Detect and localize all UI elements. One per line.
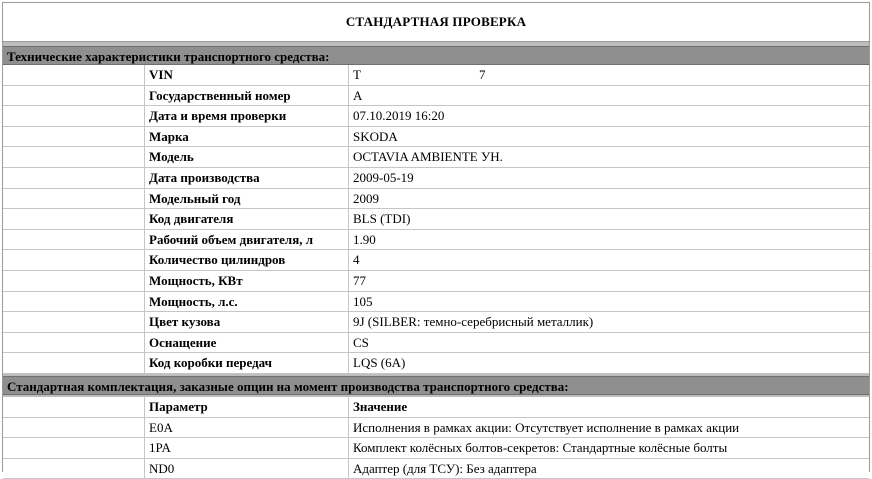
table-header-row	[3, 397, 869, 418]
row-label: VIN	[145, 65, 349, 85]
row-label: Количество цилиндров	[145, 250, 349, 270]
table-row	[3, 353, 869, 374]
row-value: 2009-05-19	[353, 169, 414, 185]
column-header-param: Параметр	[145, 397, 349, 417]
table-row	[3, 459, 869, 479]
table-row	[3, 189, 869, 210]
row-value: SKODA	[353, 128, 398, 144]
vehicle-specs-table	[3, 65, 869, 374]
row-label: Дата производства	[145, 168, 349, 188]
row-label: Модель	[145, 147, 349, 167]
row-value: А	[353, 87, 363, 103]
row-label: Марка	[145, 127, 349, 147]
table-row	[3, 312, 869, 333]
row-value: 105	[353, 293, 373, 309]
row-label: Модельный год	[145, 189, 349, 209]
row-label: E0A	[145, 418, 349, 438]
row-label: Код коробки передач	[145, 353, 349, 373]
row-value: 77	[353, 272, 366, 288]
table-row	[3, 271, 869, 292]
table-row	[3, 418, 869, 439]
row-value: LQS (6A)	[353, 355, 406, 371]
table-row	[3, 147, 869, 168]
row-label: Оснащение	[145, 333, 349, 353]
row-label: Рабочий объем двигателя, л	[145, 230, 349, 250]
row-value: 07.10.2019 16:20	[353, 108, 445, 124]
row-label: Цвет кузова	[145, 312, 349, 332]
row-label: Мощность, КВт	[145, 271, 349, 291]
row-value: BLS (TDI)	[353, 211, 411, 227]
table-row	[3, 168, 869, 189]
report-title: СТАНДАРТНАЯ ПРОВЕРКА	[3, 3, 869, 42]
row-value: OCTAVIA AMBIENTE УН.	[353, 149, 503, 165]
table-row	[3, 209, 869, 230]
vin-value-end: 7	[479, 67, 486, 82]
row-label: Мощность, л.с.	[145, 292, 349, 312]
column-header-value: Значение	[353, 398, 408, 414]
table-row	[3, 250, 869, 271]
table-row	[3, 86, 869, 107]
report-page	[2, 2, 870, 476]
row-value: 4	[353, 252, 360, 268]
row-value: Комплект колёсных болтов-секретов: Стандартные колёсные болты	[353, 440, 728, 456]
row-value: 1.90	[353, 231, 376, 247]
table-row	[3, 127, 869, 148]
row-label: ND0	[145, 459, 349, 479]
row-value: Исполнения в рамках акции: Отсутствует исполнение в рамках акции	[353, 419, 740, 435]
row-value: Адаптер (для ТСУ): Без адаптера	[353, 460, 537, 476]
row-label: Дата и время проверки	[145, 106, 349, 126]
table-row	[3, 292, 869, 313]
table-row	[3, 106, 869, 127]
table-row	[3, 230, 869, 251]
equipment-section-heading: Стандартная комплектация, заказные опции на момент производства транспортного средства:	[3, 376, 869, 395]
row-label: Государственный номер	[145, 86, 349, 106]
vehicle-section-heading: Технические характеристики транспортного средства:	[3, 46, 869, 65]
row-value: 9J (SILBER: темно-серебрисный металлик)	[353, 314, 594, 330]
vin-value-start: T	[353, 67, 361, 82]
row-label: 1PA	[145, 438, 349, 458]
row-value: CS	[353, 334, 369, 350]
row-value: 2009	[353, 190, 379, 206]
table-row-vin	[3, 65, 869, 86]
row-label: Код двигателя	[145, 209, 349, 229]
table-row	[3, 333, 869, 354]
equipment-table	[3, 397, 869, 479]
vin-value	[349, 65, 869, 85]
table-row	[3, 438, 869, 459]
